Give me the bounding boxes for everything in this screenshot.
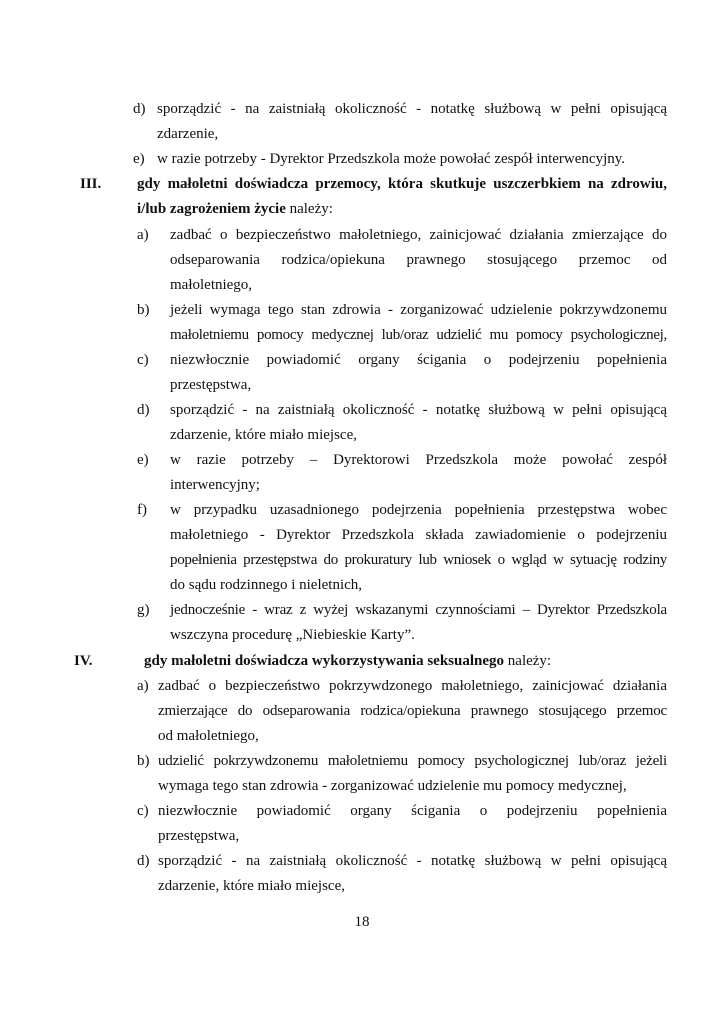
item-text-line: jeżeli wymaga tego stan zdrowia - zorganizować udzielenie pokrzywdzonemu: [170, 302, 667, 318]
section-heading-bold: i/lub zagrożeniem życie: [137, 201, 286, 217]
item-text-line: od małoletniego,: [158, 728, 259, 744]
item-label: a): [137, 227, 149, 243]
item-text-line: małoletniego - Dyrektor Przedszkola składa zawiadomienie o podejrzeniu: [170, 527, 667, 543]
item-text-line: zdarzenie, które miało miejsce,: [158, 878, 345, 894]
item-text-line: zdarzenie,: [157, 126, 219, 142]
item-text-line: przestępstwa,: [170, 377, 252, 393]
item-text-line: niezwłocznie powiadomić organy ścigania o podejrzeniu popełnienia: [170, 352, 667, 368]
item-text-line: udzielić pokrzywdzonemu małoletniemu pomocy psychologicznej lub/oraz jeżeli: [158, 753, 667, 769]
item-text-line: jednocześnie - wraz z wyżej wskazanymi czynnościami – Dyrektor Przedszkola: [170, 602, 667, 618]
item-text-line: sporządzić - na zaistniałą okoliczność - notatkę służbową w pełni opisującą: [157, 101, 667, 117]
item-text-line: odseparowania rodzica/opiekuna prawnego stosującego przemoc od: [170, 252, 667, 268]
item-label: e): [137, 452, 149, 468]
item-text-line: popełnienia przestępstwa do prokuratury lub wniosek o wgląd w sytuację rodziny: [170, 552, 667, 568]
section-heading-line: [144, 652, 551, 670]
item-label: b): [137, 753, 150, 769]
item-text-line: zadbać o bezpieczeństwo pokrzywdzonego małoletniego, zainicjować działania: [158, 678, 667, 694]
item-label: g): [137, 602, 150, 618]
item-text-line: przestępstwa,: [158, 828, 240, 844]
section-numeral: III.: [80, 176, 102, 192]
item-text-line: zdarzenie, które miało miejsce,: [170, 427, 357, 443]
item-label: d): [137, 853, 150, 869]
section-heading-tail: należy:: [285, 201, 333, 217]
section-heading-line: gdy małoletni doświadcza przemocy, która skutkuje uszczerbkiem na zdrowiu,: [137, 176, 667, 192]
section-heading-bold: gdy małoletni doświadcza wykorzystywania seksualnego: [144, 653, 505, 669]
item-text-line: sporządzić - na zaistniałą okoliczność - notatkę służbową w pełni opisującą: [158, 853, 667, 869]
item-text-line: interwencyjny;: [170, 477, 260, 493]
item-text-line: niezwłocznie powiadomić organy ścigania o podejrzeniu popełnienia: [158, 803, 667, 819]
item-text-line: sporządzić - na zaistniałą okoliczność - notatkę służbową w pełni opisującą: [170, 402, 667, 418]
item-text-line: zadbać o bezpieczeństwo małoletniego, zainicjować działania zmierzające do: [170, 227, 667, 243]
item-text-line: małoletniego,: [170, 277, 253, 293]
item-label: e): [133, 151, 145, 167]
item-label: d): [133, 101, 146, 117]
item-text-line: do sądu rodzinnego i nieletnich,: [170, 577, 363, 593]
item-label: c): [137, 352, 149, 368]
item-text-line: zmierzające do odseparowania rodzica/opiekuna prawnego stosującego przemoc: [158, 703, 667, 719]
item-label: d): [137, 402, 150, 418]
item-text-line: wymaga tego stan zdrowia - zorganizować udzielenie mu pomocy medycznej,: [158, 778, 627, 794]
item-label: c): [137, 803, 149, 819]
section-numeral: IV.: [74, 653, 93, 669]
item-text-line: w razie potrzeby – Dyrektorowi Przedszkola może powołać zespół: [170, 452, 667, 468]
item-label: f): [137, 502, 147, 518]
item-text-line: w przypadku uzasadnionego podejrzenia popełnienia przestępstwa wobec: [170, 502, 667, 518]
item-label: b): [137, 302, 150, 318]
section-heading-line: [137, 200, 333, 218]
item-text-line: wszczyna procedurę „Niebieskie Karty”.: [170, 627, 415, 643]
section-heading-tail: należy:: [504, 653, 552, 669]
page-number: 18: [354, 914, 370, 930]
item-text-line: małoletniemu pomocy medycznej lub/oraz udzielić mu pomocy psychologicznej,: [170, 327, 667, 343]
item-text-line: w razie potrzeby - Dyrektor Przedszkola może powołać zespół interwencyjny.: [157, 151, 626, 167]
item-label: a): [137, 678, 149, 694]
